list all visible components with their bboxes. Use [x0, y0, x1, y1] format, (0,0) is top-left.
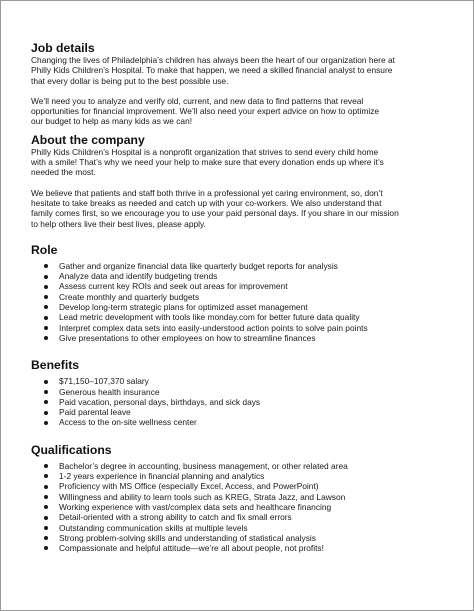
qualifications-list-item: Working experience with vast/complex data sets and healthcare financing — [44, 502, 443, 512]
text-line: family comes first, so we encourage you to use your paid personal days. If you share in our mission — [31, 208, 399, 219]
qualifications-list-item: Willingness and ability to learn tools such as KREG, Strata Jazz, and Lawson — [44, 492, 443, 502]
job-details-paragraph-2 — [31, 96, 443, 127]
job-details-section — [31, 41, 443, 127]
role-list-item: Gather and organize financial data like quarterly budget reports for analysis — [44, 261, 443, 271]
role-list — [31, 261, 443, 343]
role-list-item: Give presentations to other employees on how to streamline finances — [44, 333, 443, 343]
benefits-list-item: Access to the on-site wellness center — [44, 417, 443, 427]
text-line: Philly Kids Children’s Hospital. To make that happen, we need a skilled financial analyst to ensure — [31, 65, 393, 76]
qualifications-list-item: Proficiency with MS Office (especially Excel, Access, and PowerPoint) — [44, 481, 443, 491]
text-line: Changing the lives of Philadelphia’s children has always been the heart of our organization here at — [31, 55, 395, 65]
text-line: that every dollar is being put to the best possible use. — [31, 75, 229, 86]
qualifications-list-item: 1-2 years experience in financial planning and analytics — [44, 471, 443, 481]
qualifications-list-item: Detail-oriented with a strong ability to catch and fix small errors — [44, 512, 443, 522]
qualifications-list-item: Compassionate and helpful attitude—we’re all about people, not profits! — [44, 543, 443, 553]
role-list-item: Create monthly and quarterly budgets — [44, 292, 443, 302]
benefits-list-item: Paid vacation, personal days, birthdays, and sick days — [44, 397, 443, 407]
text-line: to help others live their best lives, please apply. — [31, 218, 206, 229]
job-details-heading: Job details — [31, 41, 95, 55]
role-list-item: Develop long-term strategic plans for optimized asset management — [44, 302, 443, 312]
role-list-item: Assess current key ROIs and seek out areas for improvement — [44, 281, 443, 291]
role-section — [31, 243, 443, 343]
about-paragraph-2 — [31, 188, 443, 229]
qualifications-section — [31, 443, 443, 554]
benefits-list — [31, 376, 443, 427]
about-paragraph-1 — [31, 147, 443, 178]
text-line: We believe that patients and staff both thrive in a professional yet caring environment, so, don’t — [31, 187, 383, 198]
qualifications-list-item: Outstanding communication skills at multiple levels — [44, 523, 443, 533]
benefits-section — [31, 358, 443, 427]
job-details-paragraph-1 — [31, 55, 443, 86]
role-list-item: Lead metric development with tools like monday.com for better future data quality — [44, 312, 443, 322]
text-line: our budget to help as many kids as we can! — [31, 116, 193, 127]
about-company-heading: About the company — [31, 132, 145, 147]
text-line: hesitate to take breaks as needed and catch up with your co-workers. We also understand that — [31, 197, 382, 208]
text-line: Philly Kids Children’s Hospital is a nonprofit organization that strives to send every child home — [31, 146, 379, 157]
qualifications-list-item: Strong problem-solving skills and understanding of statistical analysis — [44, 533, 443, 543]
role-list-item: Analyze data and identify budgeting trends — [44, 271, 443, 281]
text-line: with a smile! That’s why we need your help to make sure that every donation ends up where it’s — [31, 157, 384, 168]
text-line: opportunities for financial improvement. We’ll also need your expert advice on how to optimize — [31, 106, 380, 117]
qualifications-list — [31, 461, 443, 554]
text-line: We’ll need you to analyze and verify old, current, and new data to find patterns that reveal — [31, 95, 364, 106]
qualifications-list-item: Bachelor’s degree in accounting, business management, or other related area — [44, 461, 443, 471]
about-company-section — [31, 133, 443, 229]
benefits-heading: Benefits — [31, 358, 80, 373]
qualifications-heading: Qualifications — [31, 442, 112, 457]
benefits-list-item: Paid parental leave — [44, 407, 443, 417]
text-line: needed the most. — [31, 167, 96, 178]
benefits-list-item: $71,150–107,370 salary — [44, 376, 443, 386]
benefits-list-item: Generous health insurance — [44, 387, 443, 397]
role-heading: Role — [31, 242, 58, 257]
role-list-item: Interpret complex data sets into easily-understood action points to solve pain points — [44, 323, 443, 333]
